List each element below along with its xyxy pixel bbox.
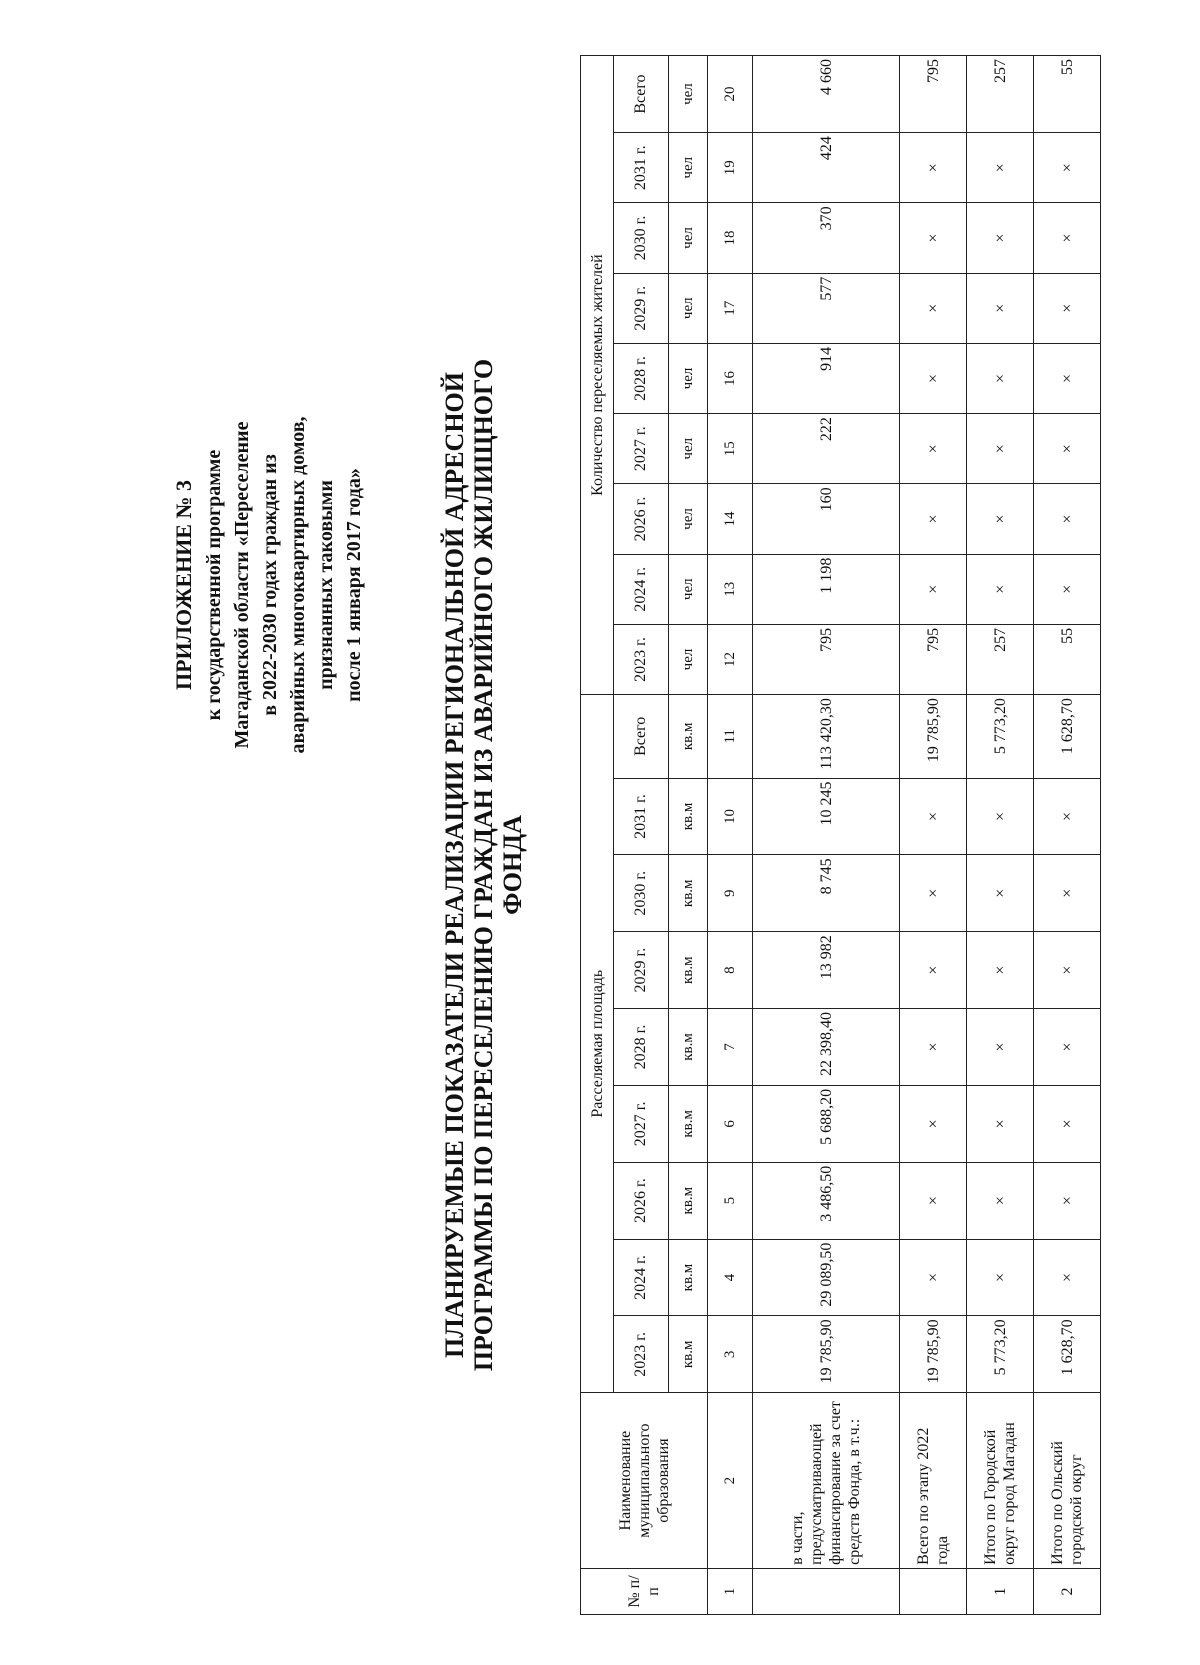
people-value-cell: 257 (967, 56, 1034, 133)
people-value-cell: 55 (1034, 56, 1101, 133)
area-value-cell: × (1034, 1009, 1101, 1086)
people-value-cell: 370 (753, 203, 900, 273)
column-index-cell: 9 (708, 855, 753, 932)
column-index-cell: 7 (708, 1009, 753, 1086)
people-value-cell: × (900, 133, 967, 203)
column-index-cell: 10 (708, 778, 753, 855)
appendix-line: к государственной программе (203, 449, 225, 721)
column-index-cell: 18 (708, 203, 753, 273)
header-people-year: 2030 г. (614, 203, 669, 273)
area-value-cell: 8 745 (753, 855, 900, 932)
people-value-cell: × (967, 133, 1034, 203)
header-people-unit: чел (669, 203, 708, 273)
header-area-group: Расселяемая площадь (581, 695, 614, 1393)
appendix-header (170, 265, 368, 905)
column-index-cell: 8 (708, 932, 753, 1009)
area-value-cell: × (1034, 932, 1101, 1009)
area-value-cell: × (900, 1009, 967, 1086)
row-name-cell: в части, предусматривающей финансирование за счет средств Фонда, в т.ч.: (753, 1393, 900, 1569)
appendix-line: Магаданской области «Переселение (231, 421, 253, 749)
column-index-cell: 3 (708, 1316, 753, 1393)
people-value-cell: × (1034, 203, 1101, 273)
header-area-year: 2023 г. (614, 1316, 669, 1393)
header-people-year: 2023 г. (614, 624, 669, 694)
appendix-line: после 1 января 2017 года» (343, 468, 365, 702)
title-line: ФОНДА (498, 815, 527, 915)
header-people-year: 2028 г. (614, 343, 669, 413)
row-number-cell (753, 1568, 900, 1614)
column-index-cell: 16 (708, 343, 753, 413)
area-value-cell: 10 245 (753, 778, 900, 855)
header-area-unit: кв.м (669, 1316, 708, 1393)
header-people-year: Всего (614, 56, 669, 133)
area-value-cell: 13 982 (753, 932, 900, 1009)
people-value-cell: 424 (753, 133, 900, 203)
appendix-title: ПРИЛОЖЕНИЕ № 3 (171, 479, 196, 691)
area-value-cell: 5 773,20 (967, 695, 1034, 778)
people-value-cell: × (900, 343, 967, 413)
area-value-cell: 19 785,90 (900, 1316, 967, 1393)
area-value-cell: × (900, 1162, 967, 1239)
people-value-cell: 795 (900, 56, 967, 133)
people-value-cell: × (1034, 343, 1101, 413)
header-area-unit: кв.м (669, 1162, 708, 1239)
column-index-cell: 19 (708, 133, 753, 203)
area-value-cell: 22 398,40 (753, 1009, 900, 1086)
people-value-cell: 257 (967, 624, 1034, 694)
header-people-unit: чел (669, 624, 708, 694)
people-value-cell: 55 (1034, 624, 1101, 694)
header-people-unit: чел (669, 133, 708, 203)
area-value-cell: 19 785,90 (900, 695, 967, 778)
people-value-cell: × (1034, 554, 1101, 624)
header-people-unit: чел (669, 484, 708, 554)
area-value-cell: 1 628,70 (1034, 1316, 1101, 1393)
area-value-cell: 1 628,70 (1034, 695, 1101, 778)
area-value-cell: × (1034, 855, 1101, 932)
area-value-cell: × (1034, 1239, 1101, 1316)
column-index-cell: 11 (708, 695, 753, 778)
header-name: Наименование муниципального образования (581, 1393, 708, 1569)
people-value-cell: × (967, 343, 1034, 413)
area-value-cell: 19 785,90 (753, 1316, 900, 1393)
column-index-cell: 4 (708, 1239, 753, 1316)
header-area-year: 2027 г. (614, 1085, 669, 1162)
document-title (440, 145, 527, 1585)
table-row (900, 56, 967, 1615)
table-row (1034, 56, 1101, 1615)
people-value-cell: × (967, 554, 1034, 624)
column-index-cell: 6 (708, 1085, 753, 1162)
header-people-year: 2024 г. (614, 554, 669, 624)
area-value-cell: × (1034, 1162, 1101, 1239)
column-index-cell: 17 (708, 273, 753, 343)
row-number-cell: 1 (967, 1568, 1034, 1614)
people-value-cell: 160 (753, 484, 900, 554)
header-area-year: 2029 г. (614, 932, 669, 1009)
header-area-year: 2028 г. (614, 1009, 669, 1086)
people-value-cell: 914 (753, 343, 900, 413)
area-value-cell: × (967, 778, 1034, 855)
header-people-year: 2026 г. (614, 484, 669, 554)
header-area-unit: кв.м (669, 932, 708, 1009)
column-index-cell: 12 (708, 624, 753, 694)
people-value-cell: × (967, 484, 1034, 554)
column-index-cell: 2 (708, 1393, 753, 1569)
people-value-cell: × (1034, 273, 1101, 343)
header-area-unit: кв.м (669, 1085, 708, 1162)
people-value-cell: 795 (900, 624, 967, 694)
header-people-unit: чел (669, 554, 708, 624)
appendix-line: аварийных многоквартирных домов, (287, 416, 309, 754)
people-value-cell: 1 198 (753, 554, 900, 624)
area-value-cell: 3 486,50 (753, 1162, 900, 1239)
column-index-cell: 13 (708, 554, 753, 624)
people-value-cell: × (900, 414, 967, 484)
header-area-year: 2030 г. (614, 855, 669, 932)
area-value-cell: × (967, 1009, 1034, 1086)
people-value-cell: × (967, 273, 1034, 343)
column-index-cell: 1 (708, 1568, 753, 1614)
header-area-unit: кв.м (669, 695, 708, 778)
area-value-cell: 5 688,20 (753, 1085, 900, 1162)
appendix-line: в 2022-2030 годах граждан из (259, 454, 281, 716)
header-people-unit: чел (669, 343, 708, 413)
header-people-unit: чел (669, 414, 708, 484)
area-value-cell: × (967, 1085, 1034, 1162)
row-name-cell: Всего по этапу 2022 года (900, 1393, 967, 1569)
area-value-cell: × (967, 932, 1034, 1009)
area-value-cell: 29 089,50 (753, 1239, 900, 1316)
header-area-unit: кв.м (669, 778, 708, 855)
column-index-cell: 15 (708, 414, 753, 484)
header-area-year: 2026 г. (614, 1162, 669, 1239)
table-row (967, 56, 1034, 1615)
appendix-line: признанных таковыми (315, 480, 337, 690)
header-area-year: Всего (614, 695, 669, 778)
header-area-year: 2031 г. (614, 778, 669, 855)
header-people-year: 2029 г. (614, 273, 669, 343)
header-area-unit: кв.м (669, 855, 708, 932)
header-people-unit: чел (669, 56, 708, 133)
header-people-year: 2031 г. (614, 133, 669, 203)
row-number-cell: 2 (1034, 1568, 1101, 1614)
header-no: № п/п (581, 1568, 708, 1614)
people-value-cell: × (900, 484, 967, 554)
area-value-cell: × (967, 1239, 1034, 1316)
area-value-cell: 5 773,20 (967, 1316, 1034, 1393)
area-value-cell: × (900, 932, 967, 1009)
header-people-group: Количество переселяемых жителей (581, 56, 614, 695)
people-value-cell: × (1034, 133, 1101, 203)
header-area-unit: кв.м (669, 1239, 708, 1316)
area-value-cell: 113 420,30 (753, 695, 900, 778)
column-index-cell: 20 (708, 56, 753, 133)
people-value-cell: × (967, 203, 1034, 273)
table-row (753, 56, 900, 1615)
column-index-cell: 5 (708, 1162, 753, 1239)
people-value-cell: × (967, 414, 1034, 484)
row-number-cell (900, 1568, 967, 1614)
header-people-year: 2027 г. (614, 414, 669, 484)
row-name-cell: Итого по Городской округ город Магадан (967, 1393, 1034, 1569)
people-value-cell: × (900, 554, 967, 624)
title-line: ПРОГРАММЫ ПО ПЕРЕСЕЛЕНИЮ ГРАЖДАН ИЗ АВАРИЙНОГО ЖИЛИЩНОГО (469, 358, 498, 1372)
people-value-cell: 222 (753, 414, 900, 484)
area-value-cell: × (900, 1085, 967, 1162)
header-area-year: 2024 г. (614, 1239, 669, 1316)
people-value-cell: 577 (753, 273, 900, 343)
row-name-cell: Итого по Ольский городской округ (1034, 1393, 1101, 1569)
area-value-cell: × (900, 778, 967, 855)
area-value-cell: × (900, 1239, 967, 1316)
header-area-unit: кв.м (669, 1009, 708, 1086)
header-people-unit: чел (669, 273, 708, 343)
column-index-cell: 14 (708, 484, 753, 554)
people-value-cell: × (900, 203, 967, 273)
area-value-cell: × (967, 1162, 1034, 1239)
indicators-table (580, 55, 1101, 1615)
people-value-cell: × (1034, 414, 1101, 484)
people-value-cell: 795 (753, 624, 900, 694)
people-value-cell: × (1034, 484, 1101, 554)
title-line: ПЛАНИРУЕМЫЕ ПОКАЗАТЕЛИ РЕАЛИЗАЦИИ РЕГИОНАЛЬНОЙ АДРЕСНОЙ (440, 371, 469, 1359)
area-value-cell: × (1034, 778, 1101, 855)
area-value-cell: × (967, 855, 1034, 932)
people-value-cell: × (900, 273, 967, 343)
people-value-cell: 4 660 (753, 56, 900, 133)
area-value-cell: × (900, 855, 967, 932)
area-value-cell: × (1034, 1085, 1101, 1162)
